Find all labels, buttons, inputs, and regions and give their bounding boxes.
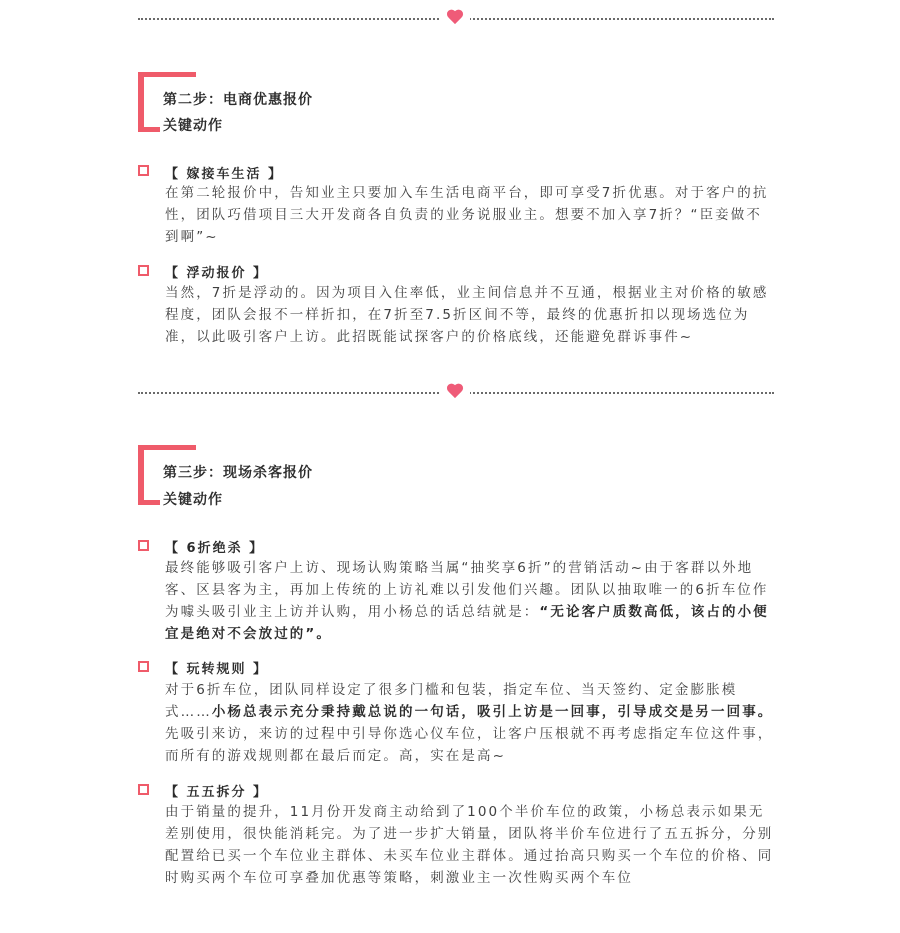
step3-subtitle: 关键动作 bbox=[163, 492, 223, 508]
heart-icon bbox=[447, 10, 464, 25]
step-bracket-bottom bbox=[138, 127, 160, 132]
bullet-icon bbox=[138, 661, 149, 672]
item-text-plain: 对于6折车位，团队同样设定了很多门槛和包装，指定车位、当天签约、定金膨胀模式…… bbox=[165, 682, 738, 720]
heart-icon bbox=[447, 384, 464, 399]
bullet-icon bbox=[138, 784, 149, 795]
item-text: 在第二轮报价中，告知业主只要加入车生活电商平台，即可享受7折优惠。对于客户的抗性，团队巧借项目三大开发商各自负责的业务说服业主。想要不加入享7折？“臣妾做不到啊”~ bbox=[165, 185, 769, 245]
step-bracket-top bbox=[138, 445, 196, 450]
step-bracket-top bbox=[138, 72, 196, 77]
step-bracket-left bbox=[138, 445, 144, 505]
step3-title: 第三步：现场杀客报价 bbox=[163, 465, 313, 481]
item-text-bold: “无论客户质数高低，该占的小便宜是绝对不会放过的”。 bbox=[165, 604, 769, 642]
step2-subtitle: 关键动作 bbox=[163, 118, 223, 134]
item-text: 由于销量的提升，11月份开发商主动给到了100个半价车位的政策，小杨总表示如果无差别使用，很快能消耗完。为了进一步扩大销量，团队将半价车位进行了五五拆分，分别配置给已买一个车位业主群体、未买车位业主群体。通过抬高只购买一个车位的价格、同时购买两个车位可享叠加优惠等策略，刺激业主一次性购买两个车位 bbox=[165, 804, 774, 886]
step2-title: 第二步：电商优惠报价 bbox=[163, 92, 313, 108]
item-text bbox=[165, 679, 775, 767]
item-text-plain: 最终能够吸引客户上访、现场认购策略当属“抽奖享6折”的营销活动~由于客群以外地客、区县客为主，再加上传统的上访礼难以引发他们兴趣。团队以抽取唯一的6折车位作为噱头吸引业主上访并认购，用小杨总的话总结就是： bbox=[165, 560, 769, 620]
item-text: 当然，7折是浮动的。因为项目入住率低，业主间信息并不互通，根据业主对价格的敏感程度，团队会报不一样折扣，在7折至7.5折区间不等，最终的优惠折扣以现场选位为准，以此吸引客户上访。此招既能试探客户的价格底线，还能避免群诉事件~ bbox=[165, 285, 769, 345]
bullet-icon bbox=[138, 165, 149, 176]
step-bracket-bottom bbox=[138, 500, 160, 505]
item-title: 【 五五拆分 】 bbox=[165, 785, 269, 800]
bullet-icon bbox=[138, 540, 149, 551]
item-text-bold: 小杨总表示充分秉持戴总说的一句话，吸引上访是一回事，引导成交是另一回事。 bbox=[211, 704, 774, 720]
item-text bbox=[165, 557, 775, 645]
item-title: 【 6折绝杀 】 bbox=[165, 541, 265, 556]
item-title: 【 玩转规则 】 bbox=[165, 662, 269, 677]
bullet-icon bbox=[138, 265, 149, 276]
step-bracket-left bbox=[138, 72, 144, 132]
item-title: 【 嫁接车生活 】 bbox=[165, 167, 284, 182]
item-title: 【 浮动报价 】 bbox=[165, 266, 269, 281]
item-text-plain-2: 先吸引来访，来访的过程中引导你选心仪车位，让客户压根就不再考虑指定车位这件事，而所有的游戏规则都在最后而定。高，实在是高~ bbox=[165, 726, 774, 764]
